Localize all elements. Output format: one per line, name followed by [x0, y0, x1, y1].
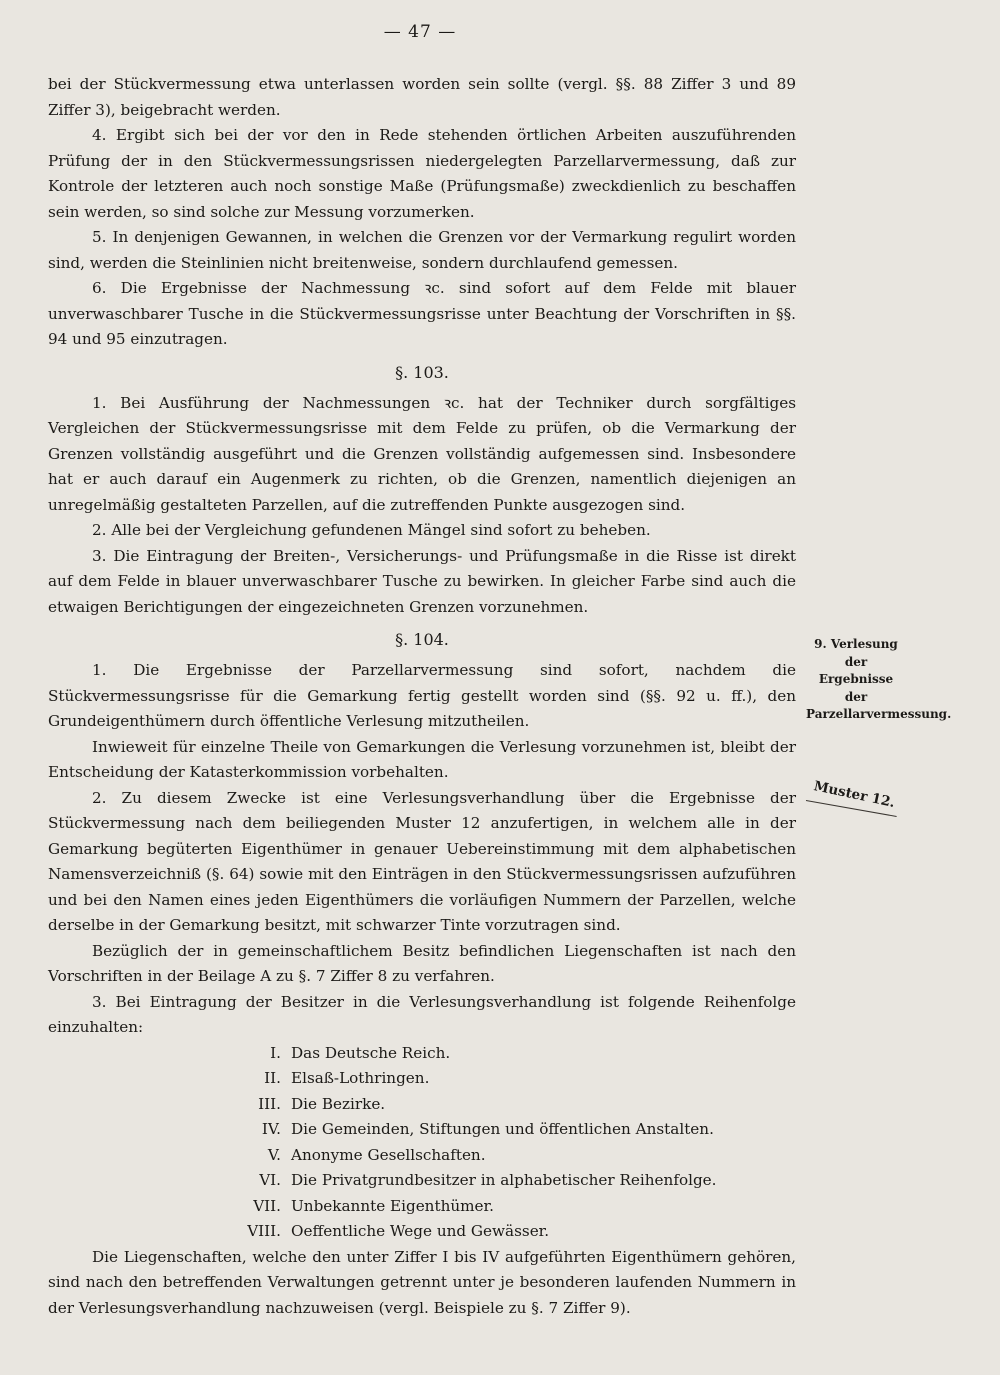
list-item [48, 1066, 796, 1092]
list-item [48, 1143, 796, 1169]
list-item [48, 1041, 796, 1067]
list-item-text: Die Bezirke. [291, 1094, 386, 1113]
section-heading: §. 104. [395, 630, 449, 649]
paragraph: 1. Die Ergebnisse der Parzellarvermessung sind sofort, nachdem die Stückvermessungsrisse für die Gemarkung fertig gestellt worden sind (§§. 92 u. ff.), den Grundeigenthümern durch öffentliche Verlesung mitzutheilen. [48, 661, 796, 730]
margin-muster-reference: Muster 12. [812, 778, 897, 811]
paragraph: 3. Die Eintragung der Breiten-, Versicherungs- und Prüfungsmaße in die Risse ist direkt auf dem Felde in blauer unverwaschbarer Tusche zu bewirken. In gleicher Farbe sind auch die etwaigen Berichtigungen der eingezeichneten Grenzen vorzunehmen. [48, 546, 796, 616]
list-item-text: Das Deutsche Reich. [291, 1043, 451, 1062]
paragraph: bei der Stückvermessung etwa unterlassen worden sein sollte (vergl. §§. 88 Ziffer 3 und 89 Ziffer 3), beigebracht werden. [48, 75, 796, 119]
list-item-number: V. [267, 1145, 281, 1164]
paragraph: 1. Bei Ausführung der Nachmessungen ꝛc. hat der Techniker durch sorgfältiges Vergleichen der Stückvermessungsrisse mit dem Felde zu prüfen, ob die Vermarkung der Grenzen vollständig ausgeführt und die Grenzen vollständig aufgemessen sind. Insbesondere hat er auch darauf ein Augenmerk zu richten, ob die Grenzen, namentlich diejenigen an unregelmäßig gestalteten Parzellen, auf die zutreffenden Punkte ausgezogen sind. [48, 393, 796, 514]
page-number: — 47 — [383, 22, 457, 42]
paragraph: Inwieweit für einzelne Theile von Gemarkungen die Verlesung vorzunehmen ist, bleibt der Entscheidung der Katasterkommission vorbehalten. [48, 737, 796, 781]
list-item-number: VIII. [247, 1222, 281, 1240]
list-item-number: IV. [261, 1120, 281, 1138]
document-body [48, 72, 796, 1321]
section-heading: §. 103. [395, 362, 449, 382]
paragraph: 2. Zu diesem Zwecke ist eine Verlesungsverhandlung über die Ergebnisse der Stückvermessung nach dem beiliegenden Muster 12 anzufertigen, in welchem alle in der Gemarkung begüterten Eigenthümer in genauer Uebereinstimmung mit dem alphabetischen Namensverzeichniß (§. 64) sowie mit den Einträgen in den Stückvermessungsrissen aufzuführen und bei den Namen eines jeden Eigenthümers die vorläufigen Nummern der Parzellen, welche derselbe in der Gemarkung besitzt, mit schwarzer Tinte vorzutragen sind. [48, 788, 796, 934]
list-item [48, 1219, 796, 1245]
list-item-text: Elsaß-Lothringen. [291, 1069, 430, 1087]
owner-order-list [48, 1041, 796, 1245]
list-item-number: VII. [253, 1196, 281, 1215]
list-item [48, 1194, 796, 1220]
list-item-text: Die Gemeinden, Stiftungen und öffentlichen Anstalten. [291, 1120, 714, 1138]
paragraph: 2. Alle bei der Vergleichung gefundenen Mängel sind sofort zu beheben. [92, 521, 651, 539]
list-item-number: I. [270, 1043, 281, 1062]
list-item-number: II. [264, 1069, 281, 1087]
list-item [48, 1168, 796, 1194]
paragraph: 5. In denjenigen Gewannen, in welchen die Grenzen vor der Vermarkung regulirt worden sind, werden die Steinlinien nicht breitenweise, sondern durchlaufend gemessen. [48, 228, 796, 272]
paragraph: Bezüglich der in gemeinschaftlichem Besitz befindlichen Liegenschaften ist nach den Vorschriften in der Beilage A zu §. 7 Ziffer 8 zu verfahren. [48, 941, 796, 985]
paragraph: 6. Die Ergebnisse der Nachmessung ꝛc. sind sofort auf dem Felde mit blauer unverwaschbarer Tusche in die Stückvermessungsrisse unter Beachtung der Vorschriften in §§. 94 und 95 einzutragen. [48, 279, 796, 348]
paragraph: 3. Bei Eintragung der Besitzer in die Verlesungsverhandlung ist folgende Reihenfolge einzuhalten: [48, 992, 796, 1036]
list-item-number: III. [258, 1094, 281, 1113]
list-item [48, 1117, 796, 1143]
list-item-text: Oeffentliche Wege und Gewässer. [291, 1222, 550, 1240]
margin-note: 9. Verlesung der Ergebnisse der Parzellarvermessung. [806, 637, 952, 721]
list-item [48, 1092, 796, 1118]
list-item-text: Unbekannte Eigenthümer. [291, 1196, 494, 1215]
list-item-text: Anonyme Gesellschaften. [291, 1145, 486, 1164]
list-item-text: Die Privatgrundbesitzer in alphabetischer Reihenfolge. [291, 1171, 717, 1189]
list-item-number: VI. [259, 1171, 281, 1189]
paragraph: Die Liegenschaften, welche den unter Ziffer I bis IV aufgeführten Eigenthümern gehören, sind nach den betreffenden Verwaltungen getrennt unter je besonderen laufenden Nummern in der Verlesungsverhandlung nachzuweisen (vergl. Beispiele zu §. 7 Ziffer 9). [48, 1247, 796, 1317]
paragraph: 4. Ergibt sich bei der vor den in Rede stehenden örtlichen Arbeiten auszuführenden Prüfung der in den Stückvermessungsrissen niedergelegten Parzellarvermessung, daß zur Kontrole der letzteren auch noch sonstige Maße (Prüfungsmaße) zweckdienlich zu beschaffen sein werden, so sind solche zur Messung vorzumerken. [48, 126, 796, 221]
